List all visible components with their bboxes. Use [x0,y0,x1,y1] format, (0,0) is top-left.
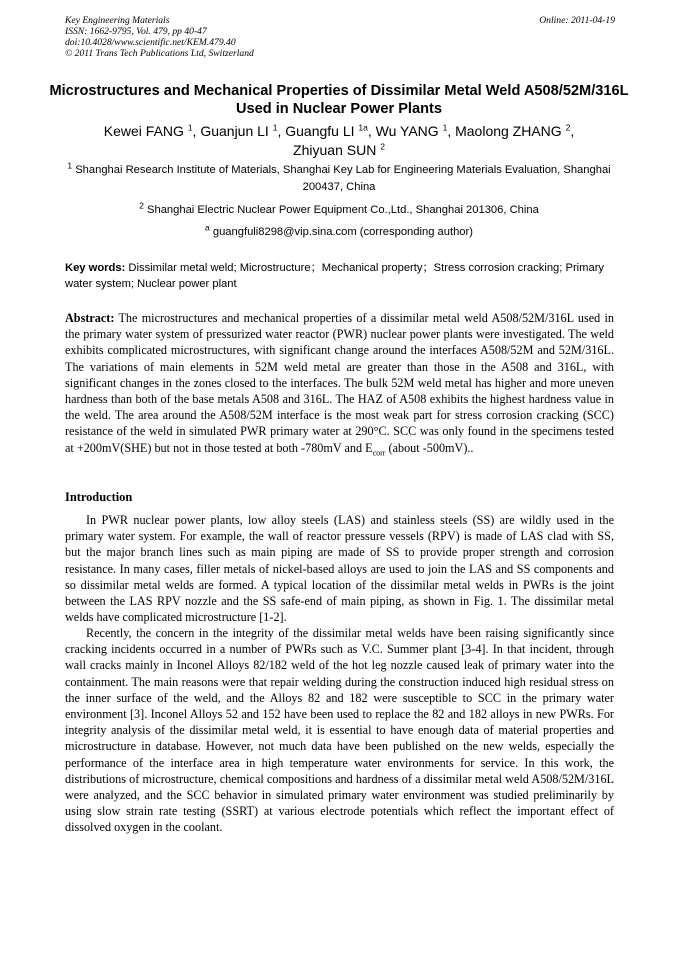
author: Maolong ZHANG $^2$, [455,122,575,139]
journal-name: Key Engineering Materials [65,15,170,26]
abstract-subscript: corr [372,448,386,458]
abstract-label: Abstract: [65,311,115,325]
journal-header [65,15,615,59]
paper-title: Microstructures and Mechanical Properties of Dissimilar Metal Weld A508/52M/316L Used in Nuclear Power Plants [49,83,629,117]
intro-paragraph-2: Recently, the concern in the integrity of the dissimilar metal welds have been raising significantly since cracking incidents occurred in a number of PWRs such as V.C. Summer plant [3-4]. In that incident, through wall cracks mainly in Inconel Alloys 82/182 weld of the hot leg nozzle caused leak of primary water into the containment. The main reasons were that repair welding during the construction induced high residual stress on the inner surface of the weld, and the Alloys 82 and 182 were susceptible to SCC in the primary water environment [3]. Inconel Alloys 52 and 152 have been used to replace the 82 and 182 alloys in new PWRs. For integrity analysis of the dissimilar metal weld, it is essential to have enough data of material properties and microstructure in database. However, not much data have been published on the new welds, especially the performance of the interface area in high temperature water environments for service. In this work, the distributions of microstructure, chemical compositions and hardness of a dissimilar metal weld A508/52M/316L were analyzed, and the SCC behavior in simulated primary water environment was studied preliminarily by using slow strain rate testing (SSRT) at various electrode potentials which reflect the important effect of dissolved oxygen in the coolant. [65,626,614,835]
author: Kewei FANG $^1$, [103,122,201,139]
abstract-text: The microstructures and mechanical properties of a dissimilar metal weld A508/52M/316L used in the primary water system of pressurized water reactor (PWR) nuclear power plants were investigated. The weld exhibits complicated microstructures, with significant change around the interfaces A508/52M and 52M/316L. The variations of main elements in 52M weld metal are greater than those in the A508 and 316L, with significant changes in the zones closed to the interfaces. The bulk 52M weld metal has higher and more uneven hardness than both of the base metals A508 and 316L. The HAZ of A508 exhibits the highest hardness value in the weld. The area around the A508/52M interface is the most weak part for stress corrosion cracking (SCC) resistance of the weld in simulated PWR primary water at 290°C. SCC was only found in the specimens tested at +200mV(SHE) but not in those tested at both -780mV and E [65,311,615,455]
author-list [40,122,638,160]
author: Zhiyuan SUN $^2$ [293,141,385,158]
affiliation-mark: 2 [139,200,144,211]
keywords-text: Dissimilar metal weld; Microstructure；Mechanical property；Stress corrosion cracking; Primary water system; Nuclear power plant [65,262,605,290]
corresponding-email [58,224,620,241]
affiliation-1 [58,162,620,196]
abstract [65,310,614,456]
keywords-label: Key words: [65,262,126,274]
doi-line: doi:10.4028/www.scientific.net/KEM.479.40 [65,37,236,48]
affiliation-text: Shanghai Research Institute of Materials, Shanghai Key Lab for Engineering Materials Evaluation, Shanghai 200437, China [75,164,611,193]
copyright-line: © 2011 Trans Tech Publications Ltd, Switzerland [65,48,254,59]
intro-paragraph-1: In PWR nuclear power plants, low alloy steels (LAS) and stainless steels (SS) are wildly used in the primary water system. For example, the wall of reactor pressure vessels (RPV) is made of LAS clad with SS, but the major branch lines such as main piping are made of SS to provide proper strength and corrosion resistance. In many cases, filler metals of nickel-based alloys are used to join the LAS and SS components and so dissimilar metal welds are formed. A typical location of the dissimilar metal welds in PWRs is the joint between the LAS RPV nozzle and the SS safe-end of main piping, as shown in Fig. 1. The dissimilar metal welds have complicated microstructure [1-2]. [65,513,614,625]
affiliation-2 [58,202,620,219]
author: Wu YANG $^1$, [375,122,456,139]
email-text: guangfuli8298@vip.sina.com (corresponding author) [212,226,473,238]
introduction-heading: Introduction [65,490,133,504]
affiliation-mark: 1 [67,160,73,171]
affiliation-mark: a [205,222,210,233]
affiliation-text: Shanghai Electric Nuclear Power Equipment Co.,Ltd., Shanghai 201306, China [147,204,539,216]
online-date: Online: 2011-04-19 [539,15,615,26]
issn-line: ISSN: 1662-9795, Vol. 479, pp 40-47 [65,26,207,37]
keywords [65,261,615,292]
author: Guangfu LI $^{1a}$, [285,122,376,139]
abstract-tail: (about -500mV).. [385,440,474,455]
author: Guanjun LI $^1$, [200,122,286,139]
